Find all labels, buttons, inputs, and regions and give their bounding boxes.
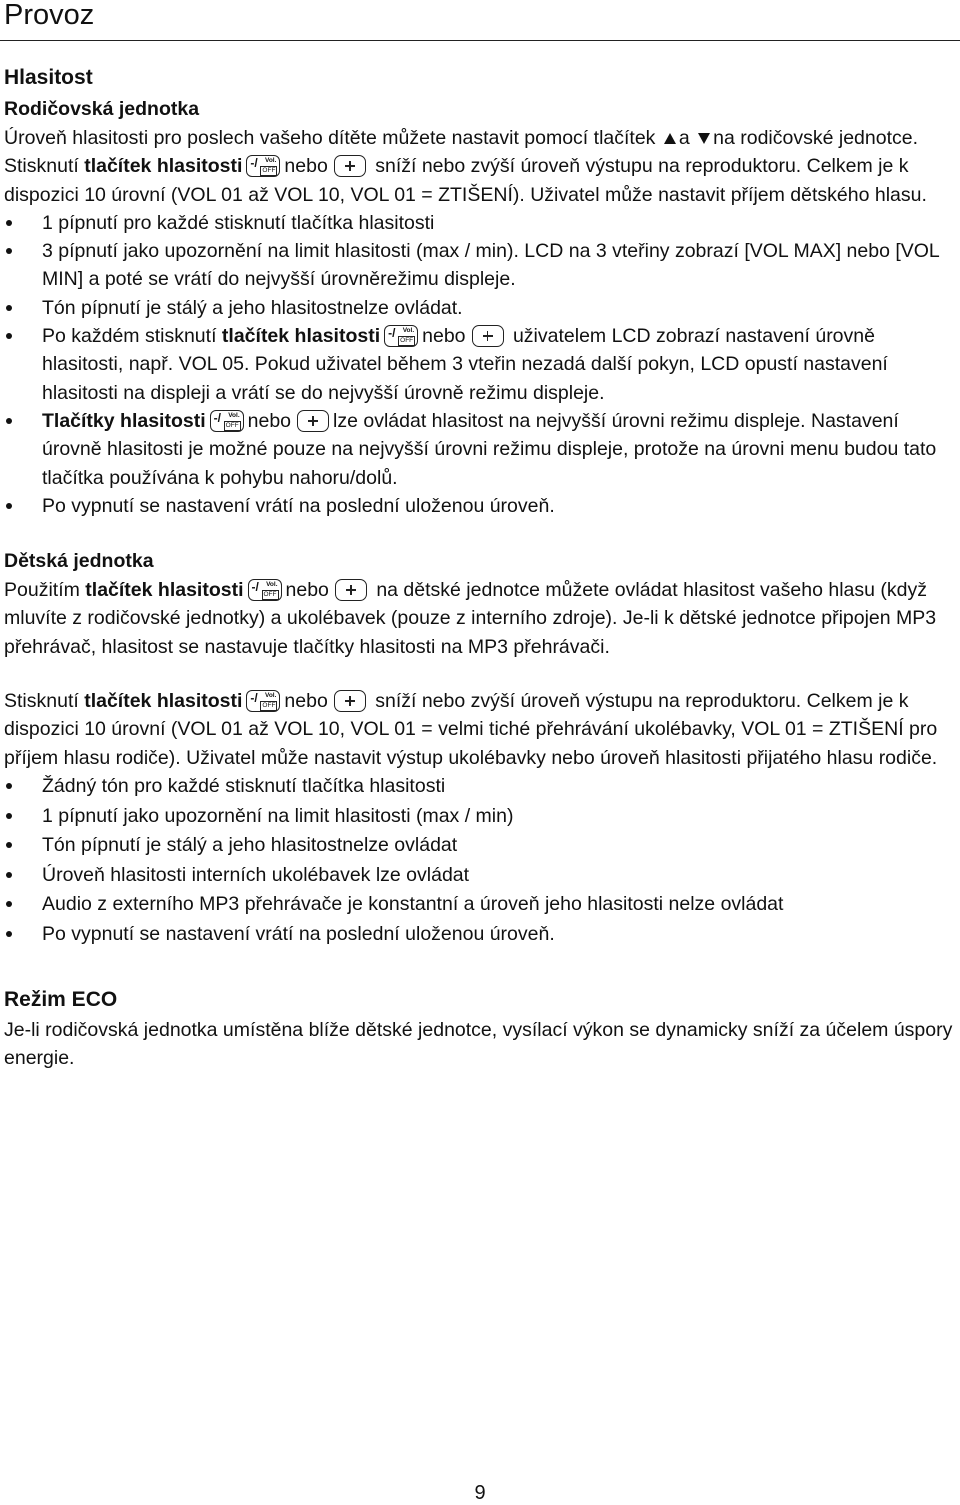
subheading-child-unit: Dětská jednotka [4, 550, 154, 573]
eco-paragraph: Je-li rodičovská jednotka umístěna blíže dětské jednotce, vysílací výkon se dynamicky sníží za účelem úspory energie. [4, 1018, 953, 1069]
child-bullet-list [4, 772, 956, 950]
volume-up-plus-icon [335, 579, 367, 601]
volume-down-off-icon: -/ Vol. OFF [384, 325, 418, 347]
volume-down-off-icon: -/ Vol. OFF [246, 690, 280, 712]
section-heading-eco: Režim ECO [4, 987, 118, 1011]
title-divider [0, 40, 960, 41]
volume-up-plus-icon [472, 325, 504, 347]
list-item: 1 pípnutí pro každé stisknutí tlačítka hlasitosti [4, 209, 956, 237]
list-item: Tón pípnutí je stálý a jeho hlasitostnelze ovládat. [4, 294, 956, 322]
parent-intro-paragraph: Úroveň hlasitosti pro poslech vašeho dítěte můžete nastavit pomocí tlačítek a na rodičovské jednotce. [4, 127, 918, 149]
list-item: Po každém stisknutí tlačítek hlasitosti -/ Vol. OFF nebo uživatelem LCD zobrazí nastavení úrovně hlasitosti, např. VOL 05. Pokud uživatel během 3 vteřin nezadá další pokyn, LCD opustí nastavení hlasitosti na displeji a vrátí se do nejvyšší úrovně režimu displeje. [4, 322, 956, 407]
page-number: 9 [474, 1482, 486, 1504]
volume-down-off-icon: -/ Vol. OFF [246, 155, 280, 177]
parent-bullet-list [4, 209, 956, 520]
list-item: 1 pípnutí jako upozornění na limit hlasitosti (max / min) [4, 802, 956, 832]
list-item: Audio z externího MP3 přehrávače je konstantní a úroveň jeho hlasitosti nelze ovládat [4, 890, 956, 920]
list-item: Úroveň hlasitosti interních ukolébavek lze ovládat [4, 861, 956, 891]
page-content [4, 62, 956, 1072]
page-title: Provoz [4, 0, 95, 31]
arrow-down-icon [698, 133, 710, 144]
list-item: 3 pípnutí jako upozornění na limit hlasitosti (max / min). LCD na 3 vteřiny zobrazí [VOL MAX] nebo [VOL MIN] a poté se vrátí do nejvyšší úrovněrežimu displeje. [4, 237, 956, 294]
list-item: Po vypnutí se nastavení vrátí na poslední uloženou úroveň. [4, 920, 956, 950]
list-item: Tlačítky hlasitosti -/ Vol. OFF nebo lze ovládat hlasitost na nejvyšší úrovni režimu displeje. Nastavení úrovně hlasitosti je možné pouze na nejvyšší úrovni režimu displeje, protože na úrovni menu budou tato tlačítka používána k pohybu nahoru/dolů. [4, 407, 956, 492]
section-heading-hlasitost: Hlasitost [4, 66, 93, 89]
list-item: Po vypnutí se nastavení vrátí na poslední uloženou úroveň. [4, 492, 956, 520]
subheading-parent-unit: Rodičovská jednotka [4, 98, 200, 120]
volume-up-plus-icon [334, 690, 366, 712]
list-item: Žádný tón pro každé stisknutí tlačítka hlasitosti [4, 772, 956, 802]
volume-down-off-icon: -/ Vol. OFF [248, 579, 282, 601]
volume-down-off-icon: -/ Vol. OFF [210, 410, 244, 432]
arrow-up-icon [664, 133, 676, 144]
parent-press-paragraph: Stisknutí tlačítek hlasitosti -/ Vol. OFF nebo sníží nebo zvýší úroveň výstupu na reproduktoru. Celkem je k dispozici 10 úrovní (VOL 01 až VOL 10, VOL 01 = ZTIŠENÍ). Uživatel může nastavit příjem dětského hlasu. [4, 155, 927, 206]
list-item: Tón pípnutí je stálý a jeho hlasitostnelze ovládat [4, 831, 956, 861]
child-paragraph-2: Stisknutí tlačítek hlasitosti -/ Vol. OFF nebo sníží nebo zvýší úroveň výstupu na reproduktoru. Celkem je k dispozici 10 úrovní (VOL 01 až VOL 10, VOL 01 = velmi tiché přehrávání ukolébavky, VOL 01 = ZTIŠENÍ pro příjem hlasu rodiče). Uživatel může nastavit výstup ukolébavky nebo úroveň hlasitosti přijatého hlasu rodiče. [4, 690, 938, 769]
child-paragraph-1: Použitím tlačítek hlasitosti -/ Vol. OFF nebo na dětské jednotce můžete ovládat hlasitost vašeho hlasu (když mluvíte z rodičovské jednotky) a ukolébavek (pouze z interního zdroje). Je-li k dětské jednotce připojen MP3 přehrávač, hlasitost se nastavuje tlačítky hlasitosti na MP3 přehrávači. [4, 579, 937, 658]
volume-up-plus-icon [297, 410, 329, 432]
volume-up-plus-icon [334, 155, 366, 177]
